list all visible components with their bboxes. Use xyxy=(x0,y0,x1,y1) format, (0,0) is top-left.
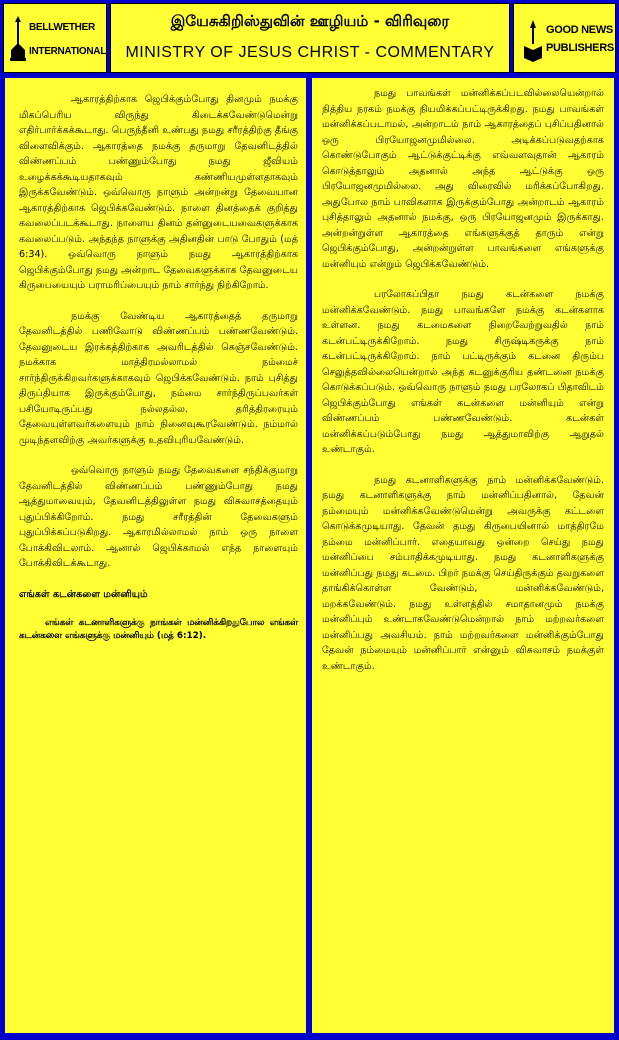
left-paragraph-1: ஆகாரத்திற்காக ஜெபிக்கும்போது தினமும் நமக்கு மிகப்பெரிய விருந்து கிடைக்கவேண்டுமென்று எதிர்பார்க்கக்கூடாது. பெருந்தீனி உண்பது நமது சரீரத்திற்கு தீங்கு விளைவிக்கும். ஆகாரத்தை நமக்கு தருமாறு தேவனிடத்தில் விண்ணப்பம் பண்ணும்போது நமது ஜீவியம் உழைக்கக்கூடியதாகவும் கண்ணியமுள்ளதாகவும் இருக்கவேண்டும். ஒவ்வொரு நாளும் அன்றன்று தேவையான ஆகாரத்திற்காக ஜெபிக்கவேண்டும். நாளை தினத்தைக் குறித்து கவலைப்படக்கூடாது. நாளைய தினம் தன்னுடையவைகளுக்காக கவலைப்படும். அந்தந்த நாளுக்கு அதினதின் பாடு போதும் (மத் 6:34). ஒவ்வொரு நாளும் நமது ஆகாரத்திற்காக ஜெபிக்கும்போது நமது அன்றாட தேவைகளுக்காக தேவனுடைய கிருபையையும் பராமரிப்பையும் நாம் சார்ந்து நிற்கிறோம். xyxy=(19,94,298,291)
title-tamil: இயேசுகிறிஸ்துவின் ஊழியம் - விரிவுரை xyxy=(170,12,450,30)
logo-right-line2: PUBLISHERS xyxy=(546,42,614,54)
title-box xyxy=(110,3,510,73)
section-heading: எங்கள் கடன்களை மன்னியும் xyxy=(19,588,148,600)
good-news-logo xyxy=(513,3,616,73)
page-header xyxy=(3,3,616,75)
title-english: MINISTRY OF JESUS CHRIST - COMMENTARY xyxy=(125,44,495,61)
right-paragraph-3: நமது கடனாளிகளுக்கு நாம் மன்னிக்கவேண்டும். நமது கடனாளிகளுக்கு நாம் மன்னிப்பதினால், தேவன் நம்மையும் மன்னிக்கவேண்டுமென்று அவருக்கு கட்டளை கொடுக்கமுடியாது. தேவன் தமது கிருபையினால் மாத்திரமே நம்மை மன்னிப்பார். எதையாவது ஒன்றை செய்து நமது மன்னிப்பை சம்பாதிக்கமுடியாது. நமது கடனாளிகளுக்கு மன்னிப்பது நமது கடமை. பிறர் நமக்கு செய்திருக்கும் தவறுகளை தாங்கிக்கொள்ள வேண்டும், மன்னிக்கவேண்டும், மறக்கவேண்டும். நமது உள்ளத்தில் சமாதானமும் நமக்கு மன்னிப்பும் உண்டாகவேண்டுமென்றால் நாம் மற்றவர்களை மன்னிப்பது அவசியம். நாம் மற்றவர்களை மன்னிக்கும்போது தேவன் நம்மையும் மன்னிப்பார் என்னும் விசுவாசம் நமக்குள் உண்டாகும். xyxy=(322,474,604,672)
scripture-verse: எங்கள் கடனாளிகளுக்கு நாங்கள் மன்னிக்கிறதுபோல எங்கள் கடன்களை எங்களுக்கு மன்னியும் (மத் 6:12). xyxy=(19,618,298,641)
left-paragraph-3: ஒவ்வொரு நாளும் நமது தேவைகளை சந்திக்குமாறு தேவனிடத்தில் விண்ணப்பம் பண்ணும்போது நமது ஆத்துமாவையும், தேவனிடத்திலுள்ள நமது விசுவாசத்தையும் புதுப்பிக்கிறோம். நமது சரீரத்தின் தேவைகளும் புதுப்பிக்கப்படுகிறது. ஆகாரமில்லாமல் நாம் ஒரு நாளை போக்கிவிடலாம். ஆனால் ஜெபிக்காமல் எந்த நாளையும் போக்கிவிடக்கூடாது. xyxy=(19,465,298,569)
right-paragraph-1: நமது பாவங்கள் மன்னிக்கப்படவில்லையென்றால் நித்திய நரகம் நமக்கு நியமிக்கப்பட்டிருக்கிறது. நமது பாவங்கள் மன்னிக்கப்படாமல், அன்றாடம் நாம் ஆகாரத்தைப் புசிப்பதினால் ஒரு பிரயோஜனமுமில்லை. அடிக்கப்படுவதற்காக கொண்டுபோகும் ஆட்டுக்குட்டிக்கு எவ்வளவுதான் ஆகாரம் கொடுத்தாலும் அதனால் அந்த ஆட்டுக்கு ஒரு பிரயோஜனமுமில்லை. அது விரைவில் மரிக்கப்போகிறது. அதுபோல நாம் பாவிகளாக இருக்கும்போது அன்றாடம் ஆகாரம் புசித்தாலும் அதனால் நமக்கு, ஒரு பிரயோஜனமும் இருக்காது. அன்றன்றுள்ள ஆகாரத்தை எங்களுக்குத் தாரும் என்று ஜெபிக்கும்போது, அன்றன்றுள்ள பாவங்களை எங்களுக்கு மன்னியும் என்றும் ஜெபிக்கவேண்டும். xyxy=(322,88,604,270)
left-paragraph-2: நமக்கு வேண்டிய ஆகாரத்தைத் தருமாறு தேவனிடத்தில் பணிவோடு விண்ணப்பம் பண்ணவேண்டும். தேவனுடைய இரக்கத்திற்காக அவரிடத்தில் கெஞ்சவேண்டும். நமக்காக மாத்திரமல்லாமல் நம்மைச் சார்ந்திருக்கிறவர்களுக்காகவும் ஜெபிக்கவேண்டும். நாம் புசித்து திருப்தியாக இருக்கும்போது, நம்மை சார்ந்திருப்பவர்கள் பசியோடிருப்பது நல்லதல்ல. தரித்திரரையும் தேவையுள்ளவர்களையும் நாம் நினைவுகூரவேண்டும். நம்மால் முடிந்தளவிற்கு அவர்களுக்கு உதவிபுரியவேண்டும். xyxy=(19,310,298,446)
open-book-icon xyxy=(522,18,544,62)
left-column xyxy=(5,78,306,1033)
logo-left-line1: BELLWETHER xyxy=(29,22,95,33)
logo-left-line2: INTERNATIONAL xyxy=(29,46,107,57)
logo-right-line1: GOOD NEWS xyxy=(546,24,613,36)
right-column xyxy=(312,78,614,1033)
lamb-icon xyxy=(8,14,28,62)
right-paragraph-2: பரலோகப்பிதா நமது கடன்களை நமக்கு மன்னிக்கவேண்டும். நமது பாவங்களே நமக்கு கடன்களாக உள்ளன. நமது கடமைகளை நிறைவேற்றுவதில் நாம் கடன்பட்டிருக்கிறோம். நமது சிருஷ்டிகருக்கு நாம் கடன்பட்டிருக்கிறோம். நாம் பட்டிருக்கும் கடனை திரும்ப செலுத்தவில்லையென்றால் அந்த கடனுக்குரிய தண்டனை நமக்கு கொடுக்கப்படும். ஒவ்வொரு நாளும் நமது பரலோகப் பிதாவிடம் ஜெபிக்கும்போது எங்கள் கடன்களை மன்னியும் என்று விண்ணப்பம் பண்ணவேண்டும். கடன்கள் மன்னிக்கப்படும்போது நமது ஆத்துமாவிற்கு ஆறுதல் உண்டாகும். xyxy=(322,289,604,455)
bellwether-logo xyxy=(3,3,107,73)
